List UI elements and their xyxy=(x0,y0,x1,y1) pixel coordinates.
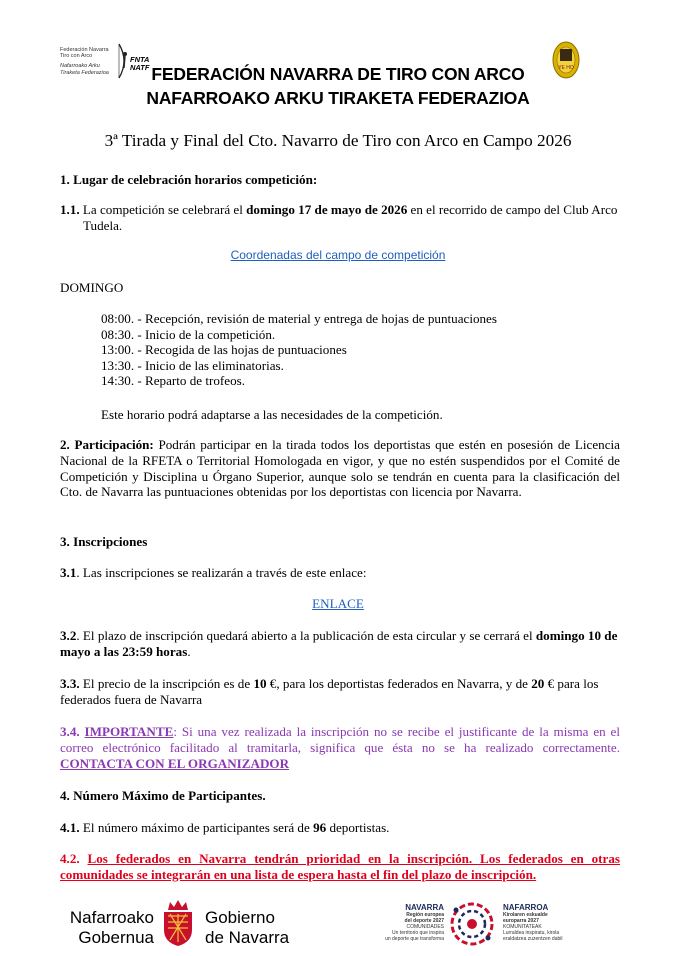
schedule-list xyxy=(101,311,621,389)
participation-paragraph: 2. Participación: Podrán participar en la tirada todos los deportistas que estén en posesión de Licencia Nacional de la RFETA o Territorial Homologada en vigor, y que no estén suspendidos por el Comité de Competición y Disciplina u Órgano Superior, aunque solo se tendrán en cuenta para la clasificación del Cto. de Navarra las puntuaciones obtenidas por los deportistas con licencia por Navarra. xyxy=(60,437,620,500)
section-4-heading: 4. Número Máximo de Participantes. xyxy=(60,788,266,803)
sport-region-left-text: NAVARRA Región europea del deporte 2027 COMUNIDADES Un territorio que inspira un deporte que transforma xyxy=(385,903,444,942)
schedule-item: 08:30. - Inicio de la competición. xyxy=(101,326,276,342)
gobierno-left-text: Nafarroako Gobernua xyxy=(69,908,154,947)
schedule-note: Este horario podrá adaptarse a las necesidades de la competición. xyxy=(101,407,443,422)
svg-text:YE HO: YE HO xyxy=(558,65,574,71)
paragraph-3-4-important: 3.4. IMPORTANTE: Si una vez realizada la inscripción no se recibe el justificante de la misma en el correo electrónico facilitado al tramitarla, significa que ésta no se ha realizado correctamente. CONTACTA CON EL ORGANIZADOR xyxy=(60,724,621,771)
day-label: DOMINGO xyxy=(60,280,124,295)
footer xyxy=(0,890,676,956)
fnta-acronym: FNTA NATF xyxy=(130,55,150,72)
paragraph-3-2: 3.2. El plazo de inscripción quedará abierto a la publicación de esta circular y se cerrará el domingo 10 de mayo a las 23:59 horas. xyxy=(60,628,618,659)
sport-region-right-text: NAFARROA Kirolaren eskualde europarra 2027 KOMUNITATEAK Lurraldea inspiratu, kirola eraldatzea zuzentzen dabil xyxy=(503,903,563,942)
header xyxy=(0,0,676,120)
schedule-item: 14:30. - Reparto de trofeos. xyxy=(101,373,245,389)
coordinates-link[interactable]: Coordenadas del campo de competición xyxy=(230,248,446,262)
schedule-item: 13:30. - Inicio de las eliminatorias. xyxy=(101,357,284,373)
gobierno-right-text: Gobierno de Navarra xyxy=(205,908,290,947)
schedule-item: 08:00. - Recepción, revisión de material y entrega de hojas de puntuaciones xyxy=(101,311,497,326)
federation-small-logo-text: Federación Navarra Tiro con Arco Nafarroako Arku Tiraketa Federazioa xyxy=(60,47,109,76)
paragraph-3-1: 3.1. Las inscripciones se realizarán a través de este enlace: xyxy=(60,565,367,580)
document-title: 3ª Tirada y Final del Cto. Navarro de Tiro con Arco en Campo 2026 xyxy=(104,131,572,150)
federation-title-eu: NAFARROAKO ARKU TIRAKETA FEDERAZIOA xyxy=(146,88,530,108)
navarra-coat-of-arms-icon xyxy=(160,898,196,948)
contact-organizer-link[interactable]: CONTACTA CON EL ORGANIZADOR xyxy=(60,755,290,771)
anniversary-badge-icon xyxy=(551,40,581,80)
paragraph-4-2-priority: 4.2. Los federados en Navarra tendrán prioridad en la inscripción. Los federados en otras comunidades se integrarán en una lista de espera hasta el fin del plazo de inscripción. xyxy=(60,851,620,882)
paragraph-1-1: 1.1. La competición se celebrará el domingo 17 de mayo de 2026 en el recorrido de campo del Club Arco Tudela. xyxy=(60,202,618,233)
registration-link[interactable]: ENLACE xyxy=(312,596,364,611)
section-1-heading: 1. Lugar de celebración horarios competición: xyxy=(60,172,318,187)
paragraph-3-3: 3.3. El precio de la inscripción es de 10 €, para los deportistas federados en Navarra, y de 20 € para los federados fuera de Navarra xyxy=(60,676,599,707)
sport-region-emblem-icon xyxy=(446,898,498,950)
federation-title-es: FEDERACIÓN NAVARRA DE TIRO CON ARCO xyxy=(151,64,525,84)
section-3-heading: 3. Inscripciones xyxy=(60,534,148,549)
paragraph-4-1: 4.1. El número máximo de participantes será de 96 deportistas. xyxy=(60,820,390,835)
schedule-item: 13:00. - Recogida de las hojas de puntuaciones xyxy=(101,342,347,358)
